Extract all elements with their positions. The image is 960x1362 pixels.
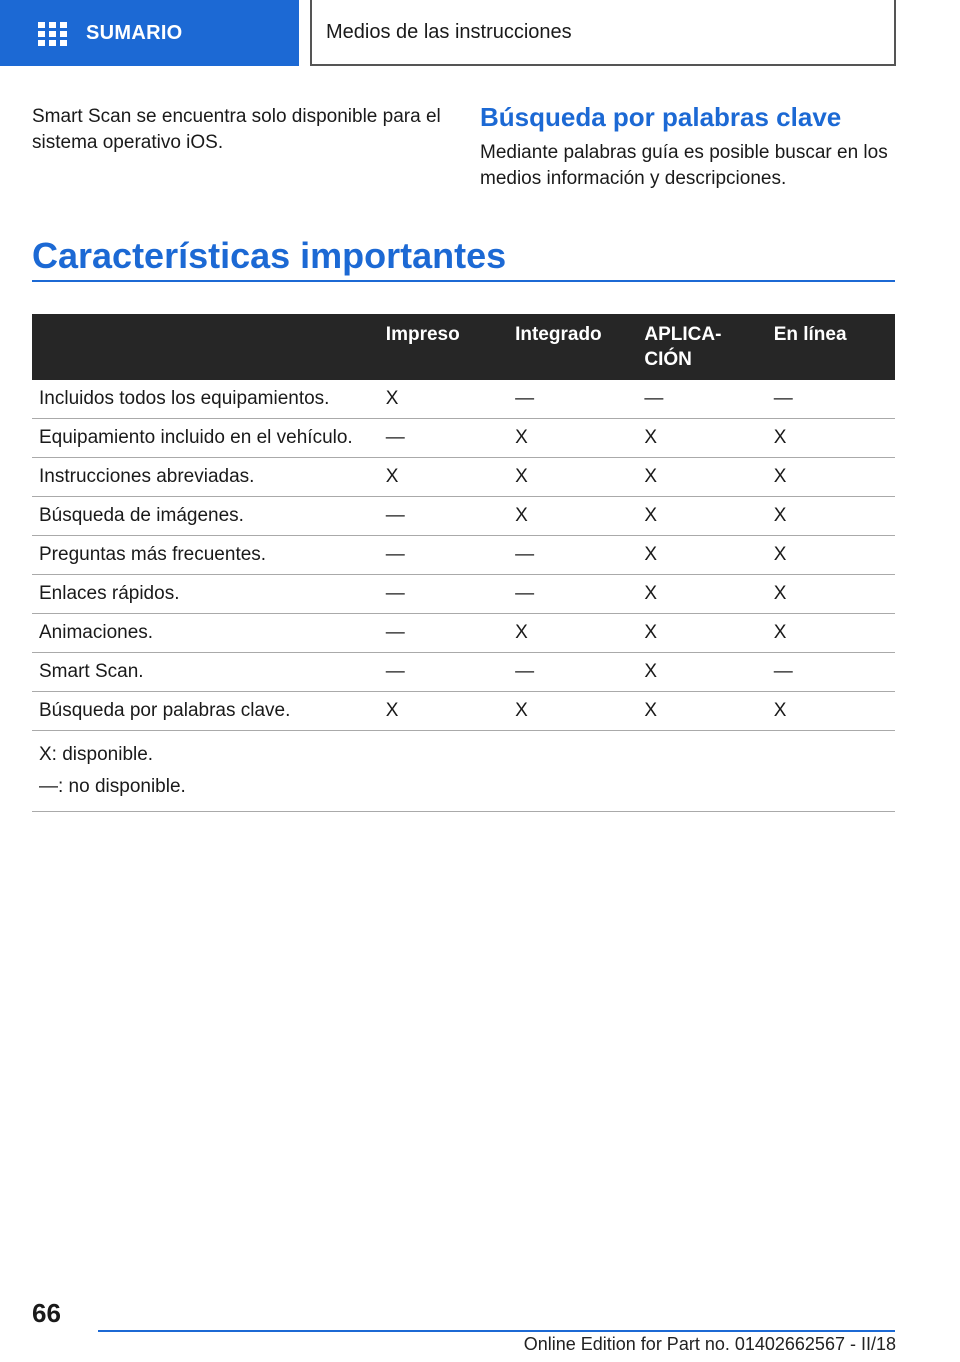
table-row — [32, 536, 895, 575]
availability-cell: X — [507, 692, 636, 731]
availability-cell: X — [636, 458, 765, 497]
table-row — [32, 575, 895, 614]
availability-cell: X — [378, 458, 507, 497]
availability-cell: — — [766, 380, 895, 419]
availability-cell: — — [378, 497, 507, 536]
title-divider — [32, 280, 895, 282]
table-header-cell: Impreso — [378, 314, 507, 380]
availability-cell: — — [507, 536, 636, 575]
table-legend-row — [32, 731, 895, 812]
availability-cell: X — [378, 380, 507, 419]
table-row — [32, 692, 895, 731]
availability-cell: — — [378, 575, 507, 614]
top-bar — [0, 0, 960, 66]
feature-name-cell: Enlaces rápidos. — [32, 575, 378, 614]
availability-cell: X — [636, 575, 765, 614]
availability-cell: — — [766, 653, 895, 692]
availability-cell: — — [378, 614, 507, 653]
availability-cell: X — [636, 419, 765, 458]
feature-name-cell: Búsqueda de imágenes. — [32, 497, 378, 536]
availability-cell: X — [636, 497, 765, 536]
feature-name-cell: Incluidos todos los equipamientos. — [32, 380, 378, 419]
table-header-row — [32, 314, 895, 380]
availability-cell: X — [766, 497, 895, 536]
feature-name-cell: Animaciones. — [32, 614, 378, 653]
availability-cell: — — [378, 653, 507, 692]
footer-divider — [98, 1330, 895, 1332]
availability-cell: — — [378, 536, 507, 575]
section-title-tab[interactable]: Medios de las instrucciones — [310, 0, 896, 66]
left-column-text: Smart Scan se encuentra solo disponible para el sistema operativo iOS. — [32, 106, 441, 153]
availability-cell: X — [766, 419, 895, 458]
sumario-label: SUMARIO — [86, 21, 183, 44]
legend-item: X: disponible. — [39, 744, 154, 765]
feature-name-cell: Equipamiento incluido en el vehículo. — [32, 419, 378, 458]
grid-menu-icon — [38, 22, 66, 44]
availability-cell: — — [378, 419, 507, 458]
page-number: 66 — [32, 1298, 61, 1328]
feature-name-cell: Búsqueda por palabras clave. — [32, 692, 378, 731]
availability-cell: X — [766, 536, 895, 575]
table-header-cell: Integrado — [507, 314, 636, 380]
table-header-cell — [32, 314, 378, 380]
availability-cell: X — [636, 614, 765, 653]
footer-edition-text: Online Edition for Part no. 01402662567 - II/18 — [523, 1334, 896, 1354]
availability-cell: — — [507, 380, 636, 419]
right-column — [480, 100, 900, 192]
table-row — [32, 614, 895, 653]
availability-cell: X — [507, 458, 636, 497]
availability-cell: X — [766, 458, 895, 497]
keyword-search-text: Mediante palabras guía es posible buscar en los medios información y descripciones. — [480, 142, 888, 189]
availability-cell: X — [636, 536, 765, 575]
table-row — [32, 419, 895, 458]
table-legend — [32, 731, 895, 812]
legend-item: —: no disponible. — [39, 776, 186, 797]
features-table — [32, 314, 895, 812]
table-row — [32, 458, 895, 497]
availability-cell: X — [636, 692, 765, 731]
availability-cell: X — [378, 692, 507, 731]
availability-cell: X — [507, 497, 636, 536]
keyword-search-heading: Búsqueda por palabras clave — [480, 102, 842, 132]
table-header-cell: En línea — [766, 314, 895, 380]
availability-cell: X — [766, 614, 895, 653]
availability-cell: X — [507, 614, 636, 653]
availability-cell: — — [636, 380, 765, 419]
sumario-button[interactable] — [0, 0, 299, 66]
table-header-cell: APLICA- CIÓN — [636, 314, 765, 380]
feature-name-cell: Instrucciones abreviadas. — [32, 458, 378, 497]
feature-name-cell: Smart Scan. — [32, 653, 378, 692]
table-row — [32, 497, 895, 536]
page-title: Características importantes — [32, 235, 507, 276]
feature-name-cell: Preguntas más frecuentes. — [32, 536, 378, 575]
availability-cell: X — [766, 575, 895, 614]
availability-cell: — — [507, 653, 636, 692]
availability-cell: X — [507, 419, 636, 458]
availability-cell: X — [636, 653, 765, 692]
availability-cell: X — [766, 692, 895, 731]
table-row — [32, 653, 895, 692]
table-row — [32, 380, 895, 419]
availability-cell: — — [507, 575, 636, 614]
